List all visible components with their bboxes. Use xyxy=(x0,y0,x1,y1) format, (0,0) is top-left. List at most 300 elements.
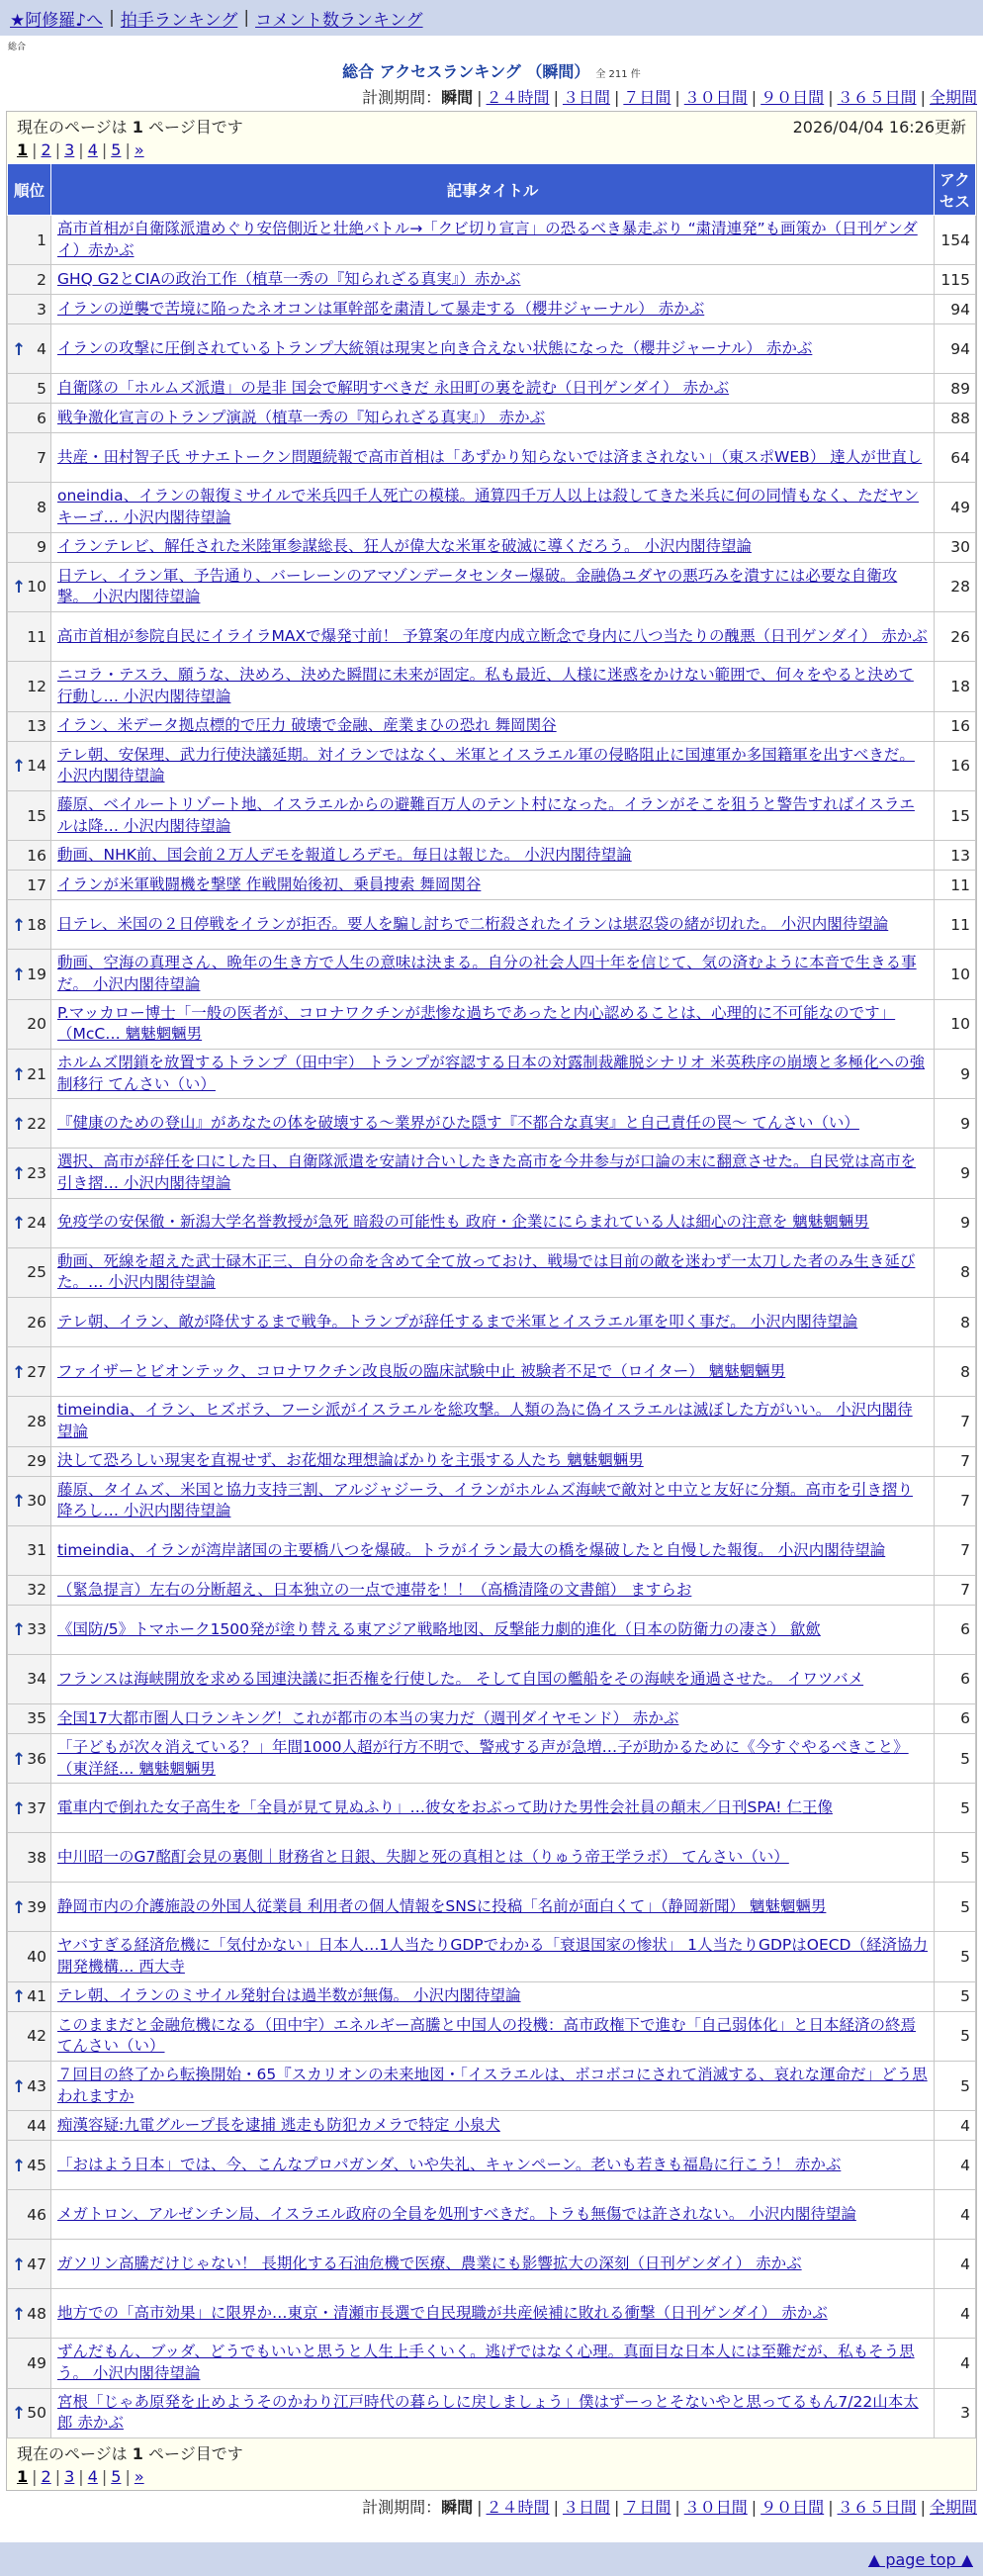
title-cell xyxy=(51,741,935,790)
rank-number: 15 xyxy=(27,806,46,825)
title-cell xyxy=(51,1298,935,1347)
rank-up-arrow-icon: ↑ xyxy=(12,2156,27,2176)
access-count: 94 xyxy=(935,295,976,324)
rank-number: 17 xyxy=(27,875,46,894)
rank-number: 29 xyxy=(27,1452,46,1470)
access-count: 4 xyxy=(935,2289,976,2339)
rank-number: 20 xyxy=(27,1015,46,1034)
rank-number: 3 xyxy=(37,300,46,319)
rank-cell xyxy=(8,1247,51,1297)
footer-bar xyxy=(0,2542,983,2576)
rank-up-arrow-icon: ↑ xyxy=(12,1492,27,1513)
article-link[interactable]: oneindia、イランの報復ミサイルで米兵四千人死亡の模様。通算四千万人以上は殺してきた米兵に何の同情もなく、ただヤンキーゴ… 小沢内閣待望論 xyxy=(57,487,920,527)
title-cell xyxy=(51,1981,935,2011)
title-cell xyxy=(51,295,935,324)
table-row xyxy=(8,841,976,871)
separator: | xyxy=(101,2466,108,2486)
title-cell xyxy=(51,1703,935,1733)
table-row xyxy=(8,1605,976,1654)
rank-number: 9 xyxy=(37,538,46,557)
rank-cell xyxy=(8,562,51,611)
rank-up-arrow-icon: ↑ xyxy=(12,1749,27,1770)
article-link[interactable]: timeindia、イラン、ヒズボラ、フーシ派がイスラエルを総攻撃。人類の為に偽イスラエルは滅ぼした方がいい。 小沢内閣待望論 xyxy=(57,1401,913,1440)
item-count: 全 211 件 xyxy=(595,69,641,80)
access-count: 4 xyxy=(935,2240,976,2289)
article-link[interactable]: 高市首相が参院自民にイライラMAXで爆発寸前！ 予算案の年度内成立断念で身内に八つ当たりの醜悪（日刊ゲンダイ） 赤かぶ xyxy=(57,626,928,645)
separator: | xyxy=(613,2498,620,2518)
rank-up-arrow-icon: ↑ xyxy=(12,965,27,985)
separator: | xyxy=(828,2498,834,2518)
period-link-0[interactable]: ２４時間 xyxy=(486,2498,550,2518)
access-count: 6 xyxy=(935,1605,976,1654)
rank-number: 41 xyxy=(27,1987,46,2006)
article-link[interactable]: 痴漢容疑:九電グループ長を逮捕 逃走も防犯カメラで特定 小泉犬 xyxy=(57,2116,500,2135)
article-link[interactable]: 選択、高市が辞任を口にした日、自衛隊派遣を安請け合いしたきた高市を今井参与が口論の末に翻意させた。自民党は高市を引き摺… 小沢内閣待望論 xyxy=(57,1152,917,1193)
access-count: 4 xyxy=(935,2339,976,2388)
article-link[interactable]: メガトロン、アルゼンチン局、イスラエル政府の全員を処刑すべきだ。トラも無傷では許されない。 小沢内閣待望論 xyxy=(57,2205,856,2224)
rank-number: 30 xyxy=(27,1492,46,1511)
access-count: 49 xyxy=(935,483,976,532)
access-count: 13 xyxy=(935,841,976,871)
title-cell xyxy=(51,1446,935,1476)
access-count: 9 xyxy=(935,1198,976,1247)
top-nav-bar xyxy=(0,0,983,36)
access-count: 5 xyxy=(935,1733,976,1783)
title-cell xyxy=(51,2111,935,2141)
period-link-3[interactable]: ３０日間 xyxy=(683,2498,748,2518)
article-link[interactable]: 免疫学の安保徹・新潟大学名誉教授が急死 暗殺の可能性も 政府・企業ににらまれている人は細心の注意を 魑魅魍魎男 xyxy=(57,1213,869,1232)
rank-number: 2 xyxy=(37,270,46,289)
article-link[interactable]: 静岡市内の介護施設の外国人従業員 利用者の個人情報をSNSに投稿「名前が面白くて」（静岡新聞） 魑魅魍魎男 xyxy=(57,1896,827,1915)
access-count: 8 xyxy=(935,1347,976,1397)
access-count: 30 xyxy=(935,532,976,562)
rank-cell xyxy=(8,1347,51,1397)
article-link[interactable]: ガソリン高騰だけじゃない！ 長期化する石油危機で医療、農業にも影響拡大の深刻（日刊ゲンダイ） 赤かぶ xyxy=(57,2254,802,2273)
rank-up-arrow-icon: ↑ xyxy=(12,2304,27,2325)
access-count: 64 xyxy=(935,433,976,483)
separator: | xyxy=(78,2466,84,2486)
access-count: 5 xyxy=(935,2011,976,2061)
article-link[interactable]: 決して恐ろしい現実を直視せず、お花畑な理想論ばかりを主張する人たち 魑魅魍魎男 xyxy=(57,1451,644,1470)
article-link[interactable]: 「子どもが次々消えている？」年間1000人超が行方不明で、警戒する声が急増…子が助かるために《今すぐやるべきこと》（東洋経… 魑魅魍魎男 xyxy=(57,1737,909,1778)
table-row xyxy=(8,1981,976,2011)
rank-up-arrow-icon: ↑ xyxy=(12,1064,27,1085)
current-page-text xyxy=(17,2441,243,2464)
access-count: 94 xyxy=(935,324,976,374)
article-link[interactable]: イラン、米データ拠点標的で圧力 破壊で金融、産業まひの恐れ 舞岡関谷 xyxy=(57,716,557,735)
page-link-1[interactable]: 1 xyxy=(17,2466,29,2486)
current-page-number: 1 xyxy=(132,2443,143,2463)
access-count: 154 xyxy=(935,216,976,265)
rank-cell xyxy=(8,1050,51,1099)
access-count: 6 xyxy=(935,1654,976,1703)
table-row xyxy=(8,324,976,374)
table-row xyxy=(8,1654,976,1703)
article-link[interactable]: イランの攻撃に圧倒されているトランプ大統領は現実と向き合えない状態になった（櫻井ジャーナル） 赤かぶ xyxy=(57,339,813,358)
access-count: 11 xyxy=(935,871,976,900)
table-row xyxy=(8,2111,976,2141)
article-link[interactable]: 動画、NHK前、国会前２万人デモを報道しろデモ。毎日は報じた。 小沢内閣待望論 xyxy=(57,845,632,864)
separator: | xyxy=(674,88,680,107)
rank-up-arrow-icon: ↑ xyxy=(12,1214,27,1235)
table-row xyxy=(8,612,976,662)
rank-number: 46 xyxy=(27,2205,46,2224)
rank-cell xyxy=(8,1981,51,2011)
rank-number: 38 xyxy=(27,1848,46,1867)
access-count: 7 xyxy=(935,1446,976,1476)
page-link-1[interactable]: 1 xyxy=(17,139,29,159)
article-link[interactable]: 《国防/5》トマホーク1500発が塗り替える東アジア戦略地図、反撃能力劇的進化（日本の防衛力の凄さ） 歙歛 xyxy=(57,1619,821,1638)
period-link-5[interactable]: ３６５日間 xyxy=(837,88,917,107)
title-cell xyxy=(51,790,935,840)
table-row xyxy=(8,1932,976,1981)
rank-number: 4 xyxy=(37,339,46,358)
table-row xyxy=(8,532,976,562)
access-count: 8 xyxy=(935,1298,976,1347)
separator: | xyxy=(553,88,559,107)
rank-up-arrow-icon: ↑ xyxy=(12,339,27,360)
article-link[interactable]: 日テレ、米国の２日停戦をイランが拒否。要人を騙し討ちで二桁殺されたイランは堪忍袋の緒が切れた。 小沢内閣待望論 xyxy=(57,914,889,933)
separator: | xyxy=(477,88,483,107)
rank-up-arrow-icon: ↑ xyxy=(12,915,27,936)
article-link[interactable]: フランスは海峡開放を求める国連決議に拒否権を行使した。 そして自国の艦船をその海峡を通過させた。 イワツバメ xyxy=(57,1669,864,1688)
article-link[interactable]: 自衛隊の「ホルムズ派遣」の是非 国会で解明すべきだ 永田町の裏を読む（日刊ゲンダイ） 赤かぶ xyxy=(57,379,730,398)
access-count: 9 xyxy=(935,1149,976,1198)
article-link[interactable]: 全国17大都市圏人口ランキング！これが都市の本当の実力だ（週刊ダイヤモンド） 赤かぶ xyxy=(57,1708,679,1727)
article-link[interactable]: P.マッカロー博士「一般の医者が、コロナワクチンが悲惨な過ちであったと内心認めることは、心理的に不可能なのです」（McC… 魑魅魍魎男 xyxy=(57,1003,896,1044)
rank-number: 5 xyxy=(37,379,46,398)
table-row xyxy=(8,741,976,790)
table-row xyxy=(8,2141,976,2190)
title-cell xyxy=(51,841,935,871)
separator: | xyxy=(125,139,131,159)
period-link-3[interactable]: ３０日間 xyxy=(683,88,748,107)
rank-number: 49 xyxy=(27,2354,46,2373)
rank-number: 48 xyxy=(27,2304,46,2323)
category-tag: 総合 xyxy=(8,43,27,52)
page-link-5[interactable]: 5 xyxy=(111,2466,122,2486)
article-link[interactable]: テレ朝、イラン、敵が降伏するまで戦争。トランプが辞任するまで米軍とイスラエル軍を叩く事だ。 小沢内閣待望論 xyxy=(57,1312,858,1331)
rank-cell xyxy=(8,711,51,741)
access-count: 10 xyxy=(935,950,976,999)
rank-up-arrow-icon: ↑ xyxy=(12,1987,27,2008)
rank-number: 6 xyxy=(37,409,46,427)
rank-number: 16 xyxy=(27,846,46,865)
page-link-2[interactable]: 2 xyxy=(41,139,51,159)
access-count: 5 xyxy=(935,2062,976,2111)
page-link-2[interactable]: 2 xyxy=(41,2466,51,2486)
page-link-4[interactable]: 4 xyxy=(87,2466,98,2486)
title-cell xyxy=(51,2011,935,2061)
table-row xyxy=(8,2240,976,2289)
page-link-5[interactable]: 5 xyxy=(111,139,122,159)
article-link[interactable]: 「おはよう日本」では、今、こんなプロパガンダ、いや失礼、キャンペーン。老いも若きも福島に行こう！ 赤かぶ xyxy=(57,2156,842,2174)
title-cell xyxy=(51,532,935,562)
period-link-6[interactable]: 全期間 xyxy=(929,2498,977,2518)
article-link[interactable]: 地方での「高市効果」に限界か…東京・清瀬市長選で自民現職が共産候補に敗れる衝撃（日刊ゲンダイ） 赤かぶ xyxy=(57,2304,828,2323)
access-count: 89 xyxy=(935,374,976,404)
page-link-4[interactable]: 4 xyxy=(87,139,98,159)
rank-header: 順位 xyxy=(8,164,51,216)
article-link[interactable]: （緊急提言）左右の分断超え、日本独立の一点で連帯を！！（高橋清隆の文書館） ますらお xyxy=(57,1580,692,1599)
title-cell xyxy=(51,1784,935,1833)
article-link[interactable]: 藤原、タイムズ、米国と協力支持三割、アルジャジーラ、イランがホルムズ海峡で敵対と中立と友好に分類。高市を引き摺り降ろし… 小沢内閣待望論 xyxy=(57,1480,913,1520)
article-link[interactable]: timeindia、イランが湾岸諸国の主要橋八つを爆破。トラがイラン最大の橋を爆破したと自慢した報復。 小沢内閣待望論 xyxy=(57,1540,886,1559)
rank-number: 19 xyxy=(27,965,46,983)
page-link-3[interactable]: 3 xyxy=(64,139,75,159)
rank-cell xyxy=(8,2011,51,2061)
separator: | xyxy=(751,2498,758,2518)
rank-number: 37 xyxy=(27,1798,46,1817)
title-cell xyxy=(51,324,935,374)
title-cell xyxy=(51,1198,935,1247)
rank-number: 42 xyxy=(27,2027,46,2046)
page-link-3[interactable]: 3 xyxy=(64,2466,75,2486)
rank-number: 24 xyxy=(27,1214,46,1233)
rank-cell xyxy=(8,950,51,999)
article-link[interactable]: テレ朝、イランのミサイル発射台は過半数が無傷。 小沢内閣待望論 xyxy=(57,1986,521,2005)
next-page-link[interactable]: » xyxy=(134,139,144,159)
access-header: アクセス xyxy=(935,164,976,216)
rank-cell xyxy=(8,999,51,1049)
title-cell xyxy=(51,265,935,295)
article-link[interactable]: ファイザーとビオンテック、コロナワクチン改良版の臨床試験中止 被験者不足で（ロイター） 魑魅魍魎男 xyxy=(57,1361,786,1380)
rank-cell xyxy=(8,483,51,532)
rank-cell xyxy=(8,1525,51,1575)
ranking-table xyxy=(7,163,976,2438)
period-link-5[interactable]: ３６５日間 xyxy=(837,2498,917,2518)
page-status-row xyxy=(17,2440,966,2464)
home-link[interactable]: ★阿修羅♪へ xyxy=(10,10,104,31)
article-link[interactable]: GHQ G2とCIAの政治工作（植草一秀の『知られざる真実』）赤かぶ xyxy=(57,270,521,289)
table-row xyxy=(8,1099,976,1149)
separator: | xyxy=(109,8,115,28)
rank-number: 14 xyxy=(27,757,46,776)
title-cell xyxy=(51,1833,935,1883)
table-row xyxy=(8,2011,976,2061)
title-cell xyxy=(51,483,935,532)
rank-number: 43 xyxy=(27,2076,46,2095)
access-count: 7 xyxy=(935,1525,976,1575)
access-count: 28 xyxy=(935,562,976,611)
article-link[interactable]: 動画、空海の真理さん、晩年の生き方で人生の意味は決まる。自分の社会人四十年を信じて、気の済むように本音で生きる事だ。 小沢内閣待望論 xyxy=(57,954,917,993)
period-selector-bottom xyxy=(0,2495,983,2521)
title-cell xyxy=(51,2240,935,2289)
table-row xyxy=(8,1476,976,1525)
rank-number: 45 xyxy=(27,2156,46,2174)
table-row xyxy=(8,1050,976,1099)
rank-cell xyxy=(8,790,51,840)
article-link[interactable]: ７回目の終了から転換開始・65『スカリオンの未来地図・「イスラエルは、ボコボコにされて消滅する、哀れな運命だ」どう思われますか xyxy=(57,2066,928,2105)
separator: | xyxy=(54,2466,61,2486)
rank-cell xyxy=(8,2388,51,2438)
article-link[interactable]: このままだと金融危機になる（田中宇）エネルギー高騰と中国人の投機：高市政権下で進む「自己弱体化」と日本経済の終焉 てんさい（い） xyxy=(57,2015,917,2056)
rank-cell xyxy=(8,1397,51,1446)
article-link[interactable]: イランが米軍戦闘機を撃墜 作戦開始後初、乗員捜索 舞岡関谷 xyxy=(57,874,482,893)
rank-cell xyxy=(8,1575,51,1605)
rank-cell xyxy=(8,741,51,790)
title-cell xyxy=(51,900,935,950)
pagination xyxy=(17,2464,966,2488)
table-row xyxy=(8,2062,976,2111)
access-count: 26 xyxy=(935,612,976,662)
rank-cell xyxy=(8,662,51,711)
period-link-2[interactable]: ７日間 xyxy=(623,2498,671,2518)
period-link-4[interactable]: ９０日間 xyxy=(760,88,825,107)
separator: | xyxy=(674,2498,680,2518)
article-link[interactable]: 中川昭一のG7酩酊会見の裏側｜財務省と日銀、失脚と死の真相とは（りゅう帝王学ラボ） てんさい（い） xyxy=(57,1847,789,1866)
period-link-4[interactable]: ９０日間 xyxy=(760,2498,825,2518)
current-page-text xyxy=(17,115,243,138)
article-link[interactable]: 共産・田村智子氏 サナエトークン問題続報で高市首相は「あずかり知らないでは済まされない」（東スポWEB） 達人が世直し xyxy=(57,448,923,467)
article-link[interactable]: 『健康のための登山』があなたの体を破壊する〜業界がひた隠す『不都合な真実』と自己責任の罠〜 てんさい（い） xyxy=(57,1114,859,1133)
article-link[interactable]: 戦争激化宣言のトランプ演説（植草一秀の『知られざる真実』） 赤かぶ xyxy=(57,409,546,427)
title-cell xyxy=(51,2339,935,2388)
title-cell xyxy=(51,562,935,611)
table-row xyxy=(8,1397,976,1446)
period-link-2[interactable]: ７日間 xyxy=(623,88,671,107)
access-count: 4 xyxy=(935,2190,976,2240)
separator: | xyxy=(828,88,834,107)
access-count: 5 xyxy=(935,1833,976,1883)
rank-cell xyxy=(8,216,51,265)
rank-cell xyxy=(8,2289,51,2339)
table-row xyxy=(8,2190,976,2240)
title-cell xyxy=(51,2190,935,2240)
applause-ranking-link[interactable]: 拍手ランキング xyxy=(120,10,238,31)
page-top-link[interactable]: ▲ page top ▲ xyxy=(867,2549,973,2569)
table-row xyxy=(8,900,976,950)
rank-cell xyxy=(8,1654,51,1703)
access-count: 3 xyxy=(935,2388,976,2438)
table-row xyxy=(8,1733,976,1783)
rank-number: 8 xyxy=(37,499,46,517)
rank-number: 27 xyxy=(27,1362,46,1381)
page-info-bottom xyxy=(7,2438,976,2490)
access-count: 16 xyxy=(935,711,976,741)
next-page-link[interactable]: » xyxy=(134,2466,144,2486)
article-link[interactable]: 高市首相が自衛隊派遣めぐり安倍側近と壮絶バトル→「クビ切り宣言」の恐るべき暴走ぶり “粛清連発”も画策か（日刊ゲンダイ）赤かぶ xyxy=(57,220,918,259)
access-count: 7 xyxy=(935,1397,976,1446)
table-row xyxy=(8,1347,976,1397)
period-link-0[interactable]: ２４時間 xyxy=(486,88,550,107)
article-link[interactable]: 電車内で倒れた女子高生を「全員が見て見ぬふり」…彼女をおぶって助けた男性会社員の顛末／日刊SPA! 仁王像 xyxy=(57,1797,833,1816)
rank-cell xyxy=(8,1198,51,1247)
access-count: 9 xyxy=(935,1050,976,1099)
article-link[interactable]: 宮根「じゃあ原発を止めようそのかわり江戸時代の暮らしに戻しましょう」僕はずーっとそないやと思ってるもん7/22山本太郎 赤かぶ xyxy=(57,2392,919,2433)
table-row xyxy=(8,216,976,265)
rank-cell xyxy=(8,1733,51,1783)
article-link[interactable]: イランの逆襲で苦境に陥ったネオコンは軍幹部を粛清して暴走する（櫻井ジャーナル） 赤かぶ xyxy=(57,300,705,319)
access-count: 4 xyxy=(935,2141,976,2190)
rank-cell xyxy=(8,1703,51,1733)
period-link-6[interactable]: 全期間 xyxy=(929,88,977,107)
page-title xyxy=(0,59,983,85)
title-cell xyxy=(51,2062,935,2111)
rank-cell xyxy=(8,2062,51,2111)
separator: | xyxy=(78,139,84,159)
article-link[interactable]: 日テレ、イラン軍、予告通り、バーレーンのアマゾンデータセンター爆破。金融偽ユダヤの悪巧みを潰すには必要な自衛攻撃。 小沢内閣待望論 xyxy=(57,566,898,606)
access-count: 6 xyxy=(935,1703,976,1733)
table-row xyxy=(8,1149,976,1198)
access-count: 9 xyxy=(935,1099,976,1149)
period-selector-top xyxy=(0,85,983,111)
title-cell xyxy=(51,1654,935,1703)
page-info-top xyxy=(7,112,976,163)
article-link[interactable]: 藤原、ベイルートリゾート地、イスラエルからの避難百万人のテント村になった。イランがそこを狙うと警告すればイスラエルは降… 小沢内閣待望論 xyxy=(57,794,915,835)
title-cell xyxy=(51,662,935,711)
rank-cell xyxy=(8,2111,51,2141)
rank-cell xyxy=(8,841,51,871)
table-row xyxy=(8,711,976,741)
access-count: 5 xyxy=(935,1932,976,1981)
rank-cell xyxy=(8,1932,51,1981)
comment-ranking-link[interactable]: コメント数ランキング xyxy=(255,10,423,31)
rank-up-arrow-icon: ↑ xyxy=(12,578,27,598)
rank-cell xyxy=(8,265,51,295)
rank-number: 34 xyxy=(27,1670,46,1689)
period-link-1[interactable]: ３日間 xyxy=(562,2498,610,2518)
table-row xyxy=(8,2289,976,2339)
rank-number: 31 xyxy=(27,1541,46,1560)
rank-up-arrow-icon: ↑ xyxy=(12,2254,27,2275)
pagination xyxy=(17,138,966,161)
article-link[interactable]: ホルムズ閉鎖を放置するトランプ（田中宇） トランプが容認する日本の対露制裁離脱シナリオ 米英秩序の崩壊と多極化への強制移行 てんさい（い） xyxy=(57,1054,926,1093)
article-link[interactable]: イランテレビ、解任された米陸軍参謀総長、狂人が偉大な米軍を破滅に導くだろう。 小沢内閣待望論 xyxy=(57,537,752,556)
separator: | xyxy=(553,2498,559,2518)
access-count: 5 xyxy=(935,1784,976,1833)
rank-cell xyxy=(8,2240,51,2289)
article-link[interactable]: 動画、死線を超えた武士碌木正三、自分の命を含めて全て放っておけ、戦場では目前の敵を迷わず一太刀した者のみ生き延びた。… 小沢内閣待望論 xyxy=(57,1251,916,1292)
separator: | xyxy=(920,88,926,107)
table-row xyxy=(8,374,976,404)
rank-number: 47 xyxy=(27,2254,46,2273)
table-row xyxy=(8,2339,976,2388)
title-cell xyxy=(51,1575,935,1605)
rank-up-arrow-icon: ↑ xyxy=(12,1114,27,1135)
period-link-1[interactable]: ３日間 xyxy=(562,88,610,107)
rank-up-arrow-icon: ↑ xyxy=(12,1897,27,1918)
title-cell xyxy=(51,2289,935,2339)
table-row xyxy=(8,790,976,840)
separator: | xyxy=(125,2466,131,2486)
access-count: 8 xyxy=(935,1247,976,1297)
article-link[interactable]: ヤバすぎる経済危機に「気付かない」日本人…1人当たりGDPでわかる「衰退国家の惨状」 1人当たりGDPはOECD（経済協力開発機構… 西大寺 xyxy=(57,1936,928,1976)
access-count: 88 xyxy=(935,404,976,433)
title-cell xyxy=(51,871,935,900)
rank-cell xyxy=(8,295,51,324)
separator: | xyxy=(243,8,250,28)
rank-up-arrow-icon: ↑ xyxy=(12,1362,27,1383)
access-count: 10 xyxy=(935,999,976,1049)
separator: | xyxy=(32,2466,38,2486)
article-link[interactable]: ずんだもん、ブッダ、どうでもいいと思うと人生上手くいく。逃げではなく心理。真面目な日本人には至難だが、私もそう思う。 小沢内閣待望論 xyxy=(57,2343,915,2383)
rank-number: 23 xyxy=(27,1164,46,1183)
period-label: 計測期間： xyxy=(362,88,442,107)
title-cell xyxy=(51,711,935,741)
article-link[interactable]: ニコラ・テスラ、願うな、決めろ、決めた瞬間に未来が固定。私も最近、人様に迷惑をかけない範囲で、何々をやると決めて行動し… 小沢内閣待望論 xyxy=(57,666,914,705)
page-suffix: ページ目です xyxy=(148,2443,243,2463)
table-row xyxy=(8,1446,976,1476)
table-row xyxy=(8,1703,976,1733)
article-link[interactable]: テレ朝、安保理、武力行使決議延期。対イランではなく、米軍とイスラエル軍の侵略阻止に国連軍か多国籍軍を出すべきだ。 小沢内閣待望論 xyxy=(57,745,915,785)
title-cell xyxy=(51,1099,935,1149)
separator: | xyxy=(920,2498,926,2518)
title-cell xyxy=(51,2141,935,2190)
table-row xyxy=(8,1525,976,1575)
rank-up-arrow-icon: ↑ xyxy=(12,757,27,778)
title-cell xyxy=(51,1397,935,1446)
